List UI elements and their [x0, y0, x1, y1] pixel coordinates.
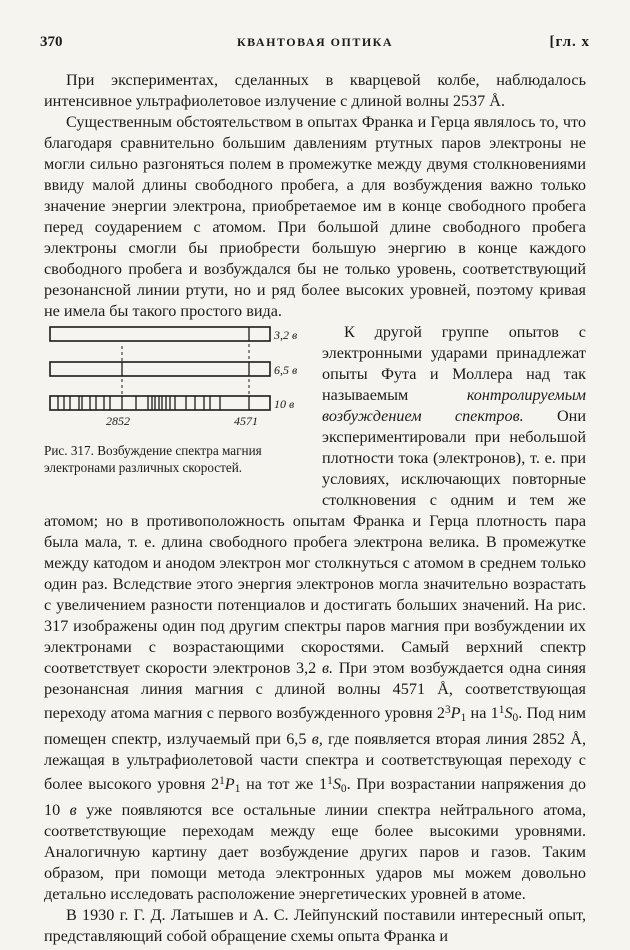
term-subscript: 0 — [512, 711, 519, 724]
strip-label-bottom: 10 в — [274, 397, 295, 411]
paragraph-text: К другой группе опытов с электронными ударами принадлежат опыты Фута и Моллера над так называемым — [322, 323, 586, 404]
running-title: КВАНТОВАЯ ОПТИКА — [236, 35, 394, 49]
unit: в — [69, 800, 77, 819]
guide-lines — [122, 344, 249, 396]
figure-317 — [44, 324, 308, 500]
page-number: 370 — [40, 34, 63, 50]
strip-label-top: 3,2 в — [274, 328, 298, 342]
paragraph — [44, 112, 586, 322]
term-letter: P — [450, 704, 461, 723]
paragraph-text: Они экспериментировали при небольшой плотности тока (электронов), т. е. при условиях, исключающих повторные столкновения с одним и тем же атомом; но в противоположность опытам Франка и Герца плотность пара была мала, т. е. длина свободного пробега электрона велика. В промежутке между катодом и анодом электрон мог столкнуться с атомом в среднем только один раз. Вследствие этого энергия электронов могла значительно возрастать с увеличением разности потенциалов и достигать больших значений. На рис. 317 изображены один под другим спектры паров магния при возбуждении их электронами с возрастающими скоростями. Самый верхний спектр соответствует скорости электронов 3,2 — [44, 407, 586, 677]
spectral-lines — [58, 327, 249, 410]
paragraph: В 1930 г. Г. Д. Латышев и А. С. Лейпунский поставили интересный опыт, представляющий собой обращение схемы опыта Франка и — [44, 905, 586, 945]
body-text — [44, 70, 586, 947]
term-letter: P — [224, 775, 235, 794]
paragraph-text: на тот же 1 — [240, 775, 328, 794]
spectrum-diagram — [44, 324, 308, 442]
running-header — [40, 34, 590, 54]
paragraph-text: где появляется вторая линия 2852 Å, лежащая в ультрафиолетовой части спектра и соответствующая переходу с более высокого уровня 2 — [44, 729, 586, 794]
term-subscript: 1 — [460, 711, 467, 724]
strip-label-middle: 6,5 в — [274, 363, 298, 377]
paragraph: При экспериментах, сделанных в кварцевой колбе, наблюдалось интенсивное ультрафиолетовое излучение с длиной волны 2537 Å. — [44, 71, 586, 110]
spectrum-strip-middle — [50, 362, 270, 376]
spectrum-strip-top — [50, 327, 270, 341]
term-superscript: 3 — [445, 704, 451, 716]
spectrum-strip-bottom — [50, 396, 270, 410]
paragraph-text: При этом возбуждается одна синяя резонансная линия магния с длиной волны 4571 Å, соответствующая переходу атома магния с первого возбужденного уровня 2 — [44, 659, 587, 723]
term-superscript: 1 — [498, 704, 505, 716]
paragraph-text: на 1 — [466, 704, 499, 723]
figure-caption: Рис. 317. Возбуждение спектра магния электронами различных скоростей. — [44, 443, 262, 475]
term-superscript: 1 — [219, 774, 225, 787]
chapter-mark: [гл. x — [549, 34, 590, 50]
paragraph-text: . Под ним помещен спектр, излучаемый при 6,5 — [44, 704, 586, 748]
term-subscript: 1 — [234, 782, 241, 795]
unit: в. — [321, 659, 334, 677]
paragraph-text: уже появляются все остальные линии спектра нейтрального атома, соответствующие переходам между еще более высокими уровнями. Аналогичную картину дает возбуждение других паров и газов. Таким образом, при помощи метода электронных ударов мы можем довольно детально исследовать расположение энергетических уровней в атоме. — [44, 800, 587, 903]
wavelength-label-2852: 2852 — [106, 414, 130, 428]
paragraph-text: Существенным обстоятельством в опытах Франка и Герца являлось то, что благодаря сравнительно большим давлениям ртутных паров электроны не могли сильно разгоняться полем в промежутке между двумя столкновениями ввиду малой длины свободного пробега, а для возбуждения важно только значение энергии электрона, приобретаемое им в конце свободного пробега перед соударением с атомом. При большой длине свободного пробега электроны смогли бы приобрести большую энергию в конце каждого свободного пробега и возбуждался бы не только уровень, соответствующий резонансной линии ртути, но и ряд более высоких уровней, поэтому кривая не имела бы такого простого вида. — [44, 113, 586, 320]
italic-term: контролируемым возбуждением спектров. — [322, 386, 586, 425]
term-letter: S — [504, 704, 513, 723]
term-letter: S — [332, 775, 341, 794]
unit: в, — [311, 729, 323, 748]
paragraph-text: . При возрастании напряжения до 10 — [44, 775, 586, 819]
term-subscript: 0 — [340, 782, 347, 795]
wavelength-label-4571: 4571 — [234, 414, 258, 428]
term-superscript: 1 — [327, 774, 333, 787]
